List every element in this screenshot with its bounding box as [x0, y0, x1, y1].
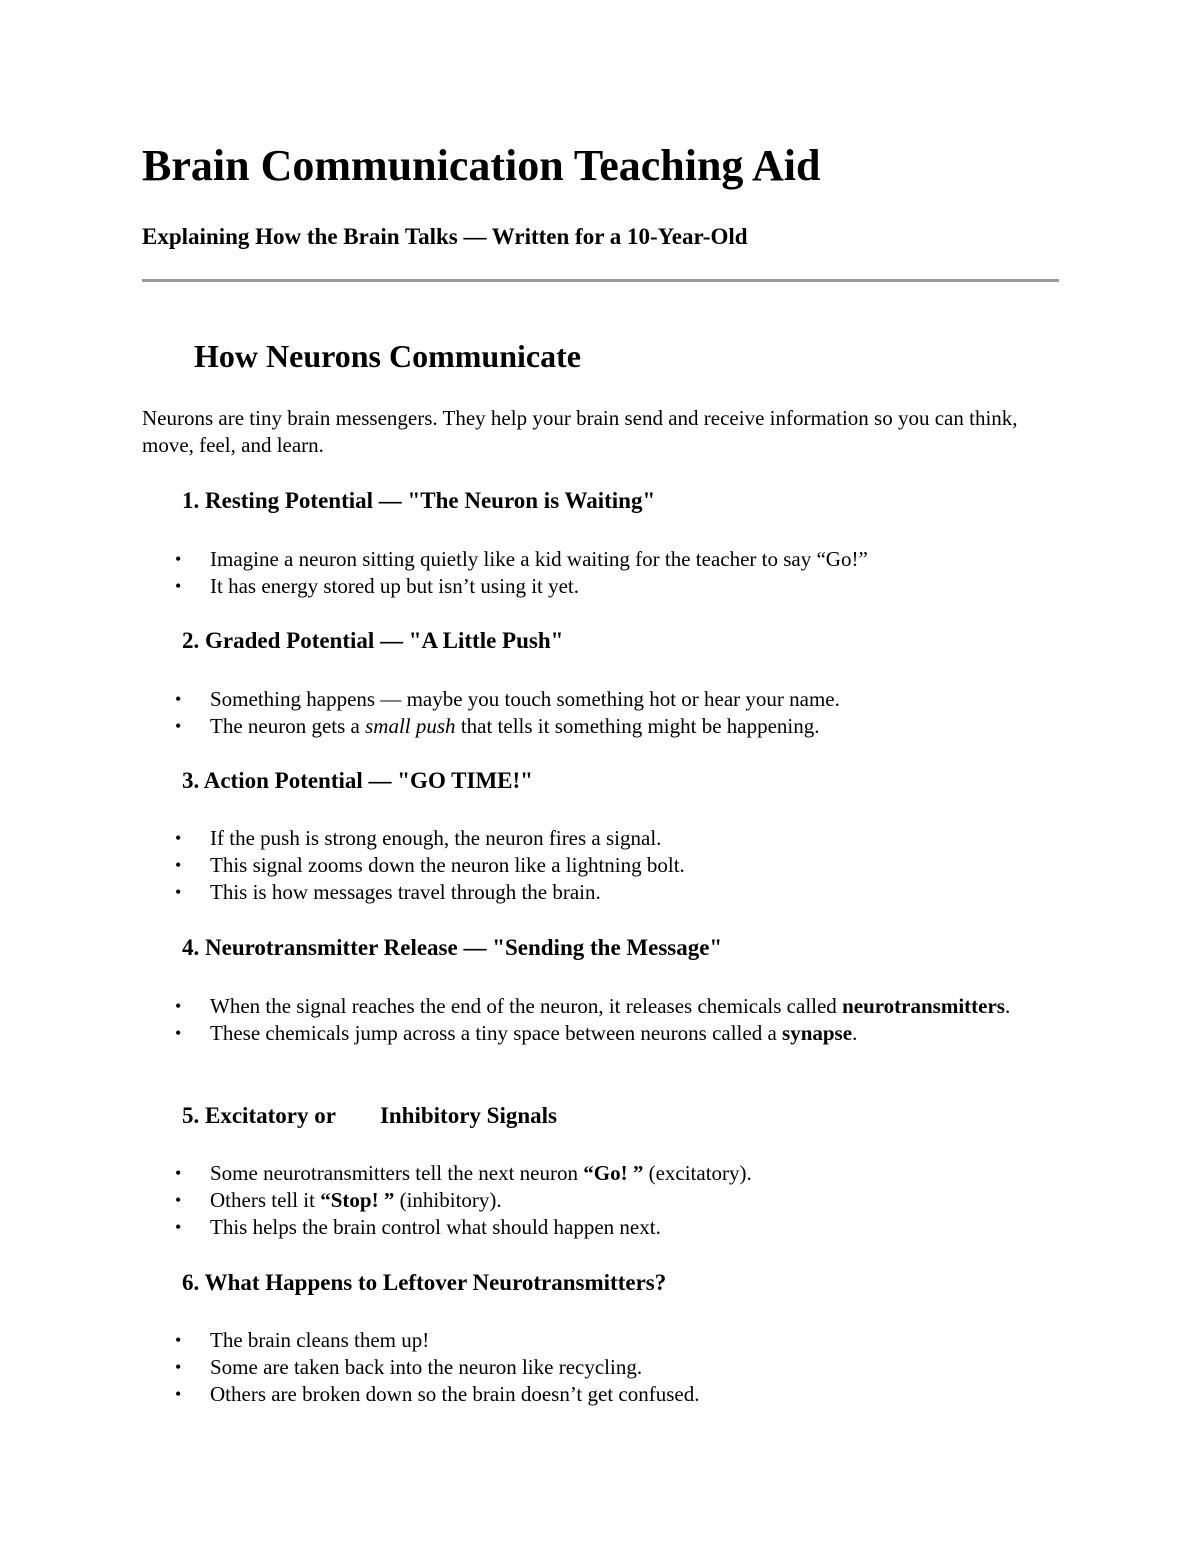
bullet-icon: •: [175, 828, 182, 848]
term-synapse: synapse: [782, 1021, 853, 1045]
document-title: Brain Communication Teaching Aid: [142, 141, 821, 190]
bullet-icon: •: [175, 882, 182, 902]
list-item: • This signal zooms down the neuron like a lightning bolt.: [175, 853, 685, 877]
step-1-heading: 1. Resting Potential — "The Neuron is Waiting": [182, 488, 656, 513]
bullet-icon: •: [175, 1163, 182, 1183]
term-neurotransmitters: neurotransmitters: [842, 994, 1005, 1018]
list-item: • Some are taken back into the neuron like recycling.: [175, 1355, 643, 1379]
list-item: • The brain cleans them up!: [175, 1328, 430, 1352]
list-item: • If the push is strong enough, the neuron fires a signal.: [175, 826, 662, 850]
list-item: • Something happens — maybe you touch something hot or hear your name.: [175, 687, 840, 711]
bullet-icon: •: [175, 689, 182, 709]
intro-paragraph: Neurons are tiny brain messengers. They help your brain send and receive information so you can think, move, feel, and learn.: [142, 406, 1018, 457]
step-5-heading: 5. Excitatory or Inhibitory Signals: [182, 1103, 557, 1128]
step-6-list: [175, 1327, 1050, 1408]
term-stop: “Stop! ”: [320, 1188, 395, 1212]
step-4-list: [175, 993, 1050, 1047]
list-item: • It has energy stored up but isn’t using it yet.: [175, 574, 580, 598]
list-item: • When the signal reaches the end of the neuron, it releases chemicals called neurotransmitters.: [175, 994, 1011, 1018]
step-5-list: [175, 1160, 1050, 1241]
step-4-heading: 4. Neurotransmitter Release — "Sending the Message": [182, 935, 723, 960]
step-6-heading: 6. What Happens to Leftover Neurotransmitters?: [182, 1270, 667, 1295]
emphasis-text: small push: [365, 714, 456, 738]
list-item: • Imagine a neuron sitting quietly like a kid waiting for the teacher to say “Go!”: [175, 547, 868, 571]
list-item: • Some neurotransmitters tell the next neuron “Go! ” (excitatory).: [175, 1161, 752, 1185]
bullet-icon: •: [175, 576, 182, 596]
bullet-icon: •: [175, 716, 182, 736]
list-item: • This is how messages travel through the brain.: [175, 880, 601, 904]
bullet-icon: •: [175, 1217, 182, 1237]
step-1-list: [175, 546, 1050, 600]
list-item: • These chemicals jump across a tiny space between neurons called a synapse.: [175, 1021, 858, 1045]
document-subtitle: Explaining How the Brain Talks — Written for a 10-Year-Old: [142, 224, 748, 249]
bullet-icon: •: [175, 1384, 182, 1404]
bullet-icon: •: [175, 1357, 182, 1377]
list-item: • The neuron gets a small push that tells it something might be happening.: [175, 714, 820, 738]
step-2-list: [175, 686, 1050, 740]
step-3-list: [175, 825, 1050, 906]
section-heading: How Neurons Communicate: [194, 338, 581, 374]
bullet-icon: •: [175, 1330, 182, 1350]
step-3-heading: 3. Action Potential — "GO TIME!": [182, 768, 533, 793]
step-2-heading: 2. Graded Potential — "A Little Push": [182, 628, 564, 653]
list-item: • Others tell it “Stop! ” (inhibitory).: [175, 1188, 502, 1212]
bullet-icon: •: [175, 996, 182, 1016]
list-item: • Others are broken down so the brain doesn’t get confused.: [175, 1382, 700, 1406]
bullet-icon: •: [175, 1190, 182, 1210]
bullet-icon: •: [175, 549, 182, 569]
list-item: • This helps the brain control what should happen next.: [175, 1215, 661, 1239]
term-go: “Go! ”: [583, 1161, 644, 1185]
title-divider: [142, 279, 1059, 282]
bullet-icon: •: [175, 855, 182, 875]
bullet-icon: •: [175, 1023, 182, 1043]
